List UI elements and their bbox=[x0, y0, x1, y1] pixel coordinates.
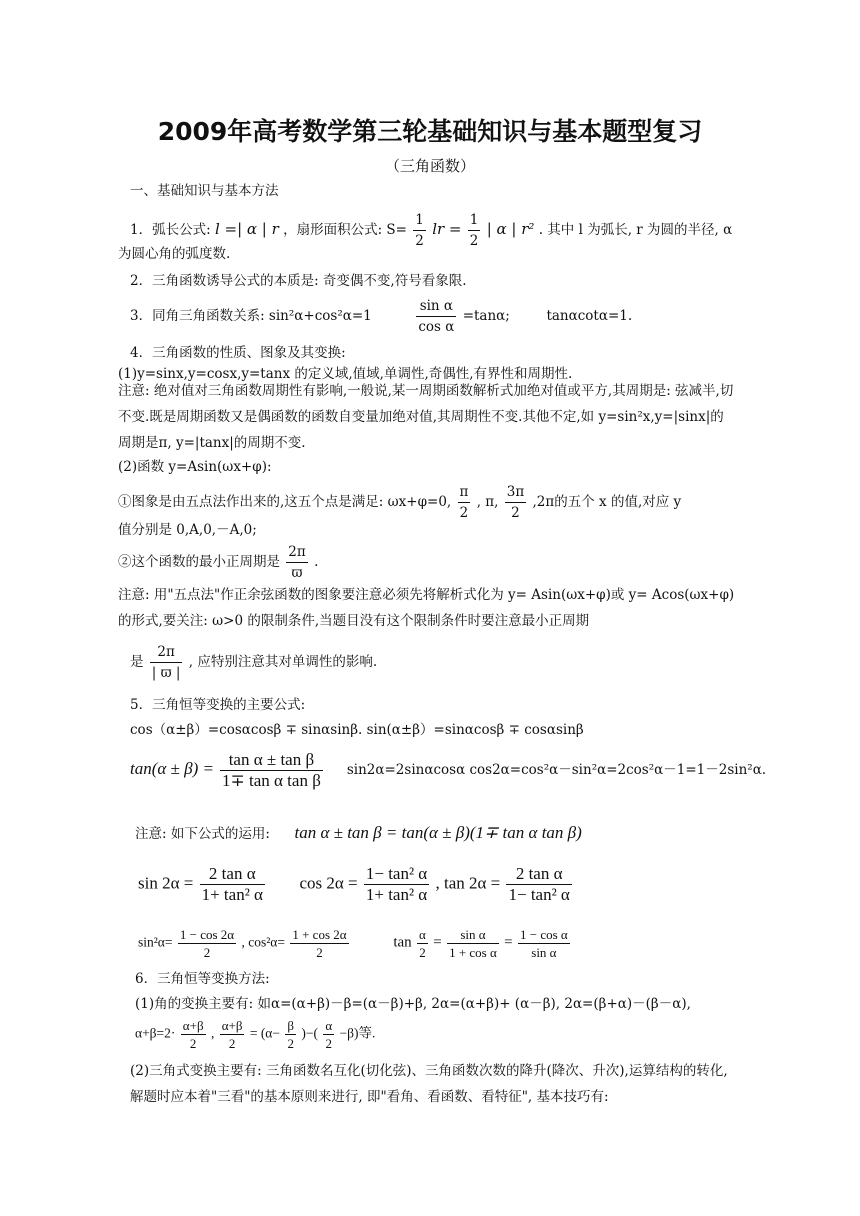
sin2a-fraction: $\frac{\text{2 tan α}}{\text{1+ tan² α}}$ bbox=[201, 864, 263, 904]
tan-sum-line bbox=[130, 750, 766, 791]
angle-transform-a: α+β=2· bbox=[135, 1025, 176, 1041]
frac-half-sum-2: $\frac{\alpha+\beta}{2}$ bbox=[221, 1018, 243, 1051]
item-4-2: (2)函数 y=Asin(ωx+φ): bbox=[118, 459, 272, 475]
pi-over-two: $\frac{\pi}{2}$ bbox=[459, 484, 469, 521]
item-6: 6．三角恒等变换方法: bbox=[135, 971, 270, 987]
tan-half-lhs: tan bbox=[393, 934, 412, 951]
angle-transform-c: )−( bbox=[301, 1025, 318, 1041]
separator: , bbox=[241, 934, 245, 950]
item-6-2: (2)三角式变换主要有: 三角函数名互化(切化弦)、三角函数次数的降升(降次、升次),运算结构的转化,解题时应本着"三看"的基本原则来进行, 即"看角、看函数、看特征", 基本技巧有: bbox=[130, 1063, 728, 1105]
item-1-line-2: 为圆心角的弧度数. bbox=[118, 246, 231, 262]
item-4: 4．三角函数的性质、图象及其变换: bbox=[130, 345, 346, 361]
five-point-post: ,2π的五个 x 的值,对应 y bbox=[532, 494, 682, 510]
item-1-prefix: 1．弧长公式: bbox=[130, 222, 215, 238]
double-angle-formulas: sin2α=2sinαcosα cos2α=cos²α－sin²α=2cos²α－1=1－2sin²α. bbox=[346, 762, 767, 779]
note-3-line bbox=[135, 822, 582, 845]
equals-2: = bbox=[504, 934, 513, 951]
tan2a-lhs: tan 2α = bbox=[443, 873, 501, 893]
sin-squared-lhs: sin²α= bbox=[138, 934, 173, 950]
equals-1: = bbox=[433, 934, 442, 951]
sin-over-cos: $\frac{\text{sin α}}{\text{cos α}}$ bbox=[418, 298, 455, 335]
arc-length-formula: l =| α | r bbox=[214, 220, 279, 238]
frac-alpha-half: $\frac{\alpha}{2}$ bbox=[325, 1018, 333, 1051]
item-1-post: . 其中 l 为弧长, r 为圆的半径, α bbox=[538, 222, 733, 238]
half-fraction-1: $\frac{1}{2}$ bbox=[415, 212, 424, 249]
lr-term: lr = bbox=[432, 220, 462, 238]
period-prefix: ②这个函数的最小正周期是 bbox=[118, 554, 280, 570]
five-point-prefix: ①图象是由五点法作出来的,这五个点是满足: ωx+φ=0, bbox=[118, 494, 452, 510]
frac-beta-half: $\frac{\beta}{2}$ bbox=[287, 1018, 294, 1051]
section-heading: 一、基础知识与基本方法 bbox=[130, 183, 279, 199]
separator: , bbox=[210, 1025, 215, 1041]
cos2a-lhs: cos 2α = bbox=[299, 873, 358, 893]
period-line bbox=[118, 542, 318, 583]
page-title: 2009年高考数学第三轮基础知识与基本题型复习 bbox=[157, 117, 703, 146]
note-3-prefix: 注意: 如下公式的运用: bbox=[135, 826, 270, 842]
note-2-prefix: 是 bbox=[130, 654, 144, 670]
tan-sum-rearranged: tan α ± tan β = tan(α ± β)(1∓ tan α tan β) bbox=[294, 823, 582, 842]
period-abs-fraction: $\frac{2\pi}{| ϖ |}$ bbox=[151, 644, 181, 681]
three-pi-over-two: $\frac{3\pi}{2}$ bbox=[506, 484, 525, 521]
separator: , bbox=[435, 873, 440, 893]
item-5: 5．三角恒等变换的主要公式: bbox=[130, 697, 306, 713]
period-fraction: $\frac{2\pi}{ϖ}$ bbox=[288, 544, 306, 581]
cos-squared-fraction: $\frac{1 + \cos 2\alpha}{2}$ bbox=[292, 927, 347, 960]
item-2: 2．三角函数诱导公式的本质是: 奇变偶不变,符号看象限. bbox=[130, 273, 467, 289]
tan-sum-fraction: $\frac{\text{tan α ± tan β}}{\text{1∓ tan α tan β}}$ bbox=[222, 750, 321, 790]
angle-transform-d: −β)等. bbox=[339, 1025, 376, 1041]
sector-area-term: | α | r² bbox=[486, 220, 535, 238]
tan-cot-identity: tanαcotα=1. bbox=[546, 308, 633, 324]
note-2-period-line bbox=[130, 642, 377, 683]
item-3-line bbox=[130, 296, 632, 337]
sin-squared-fraction: $\frac{1 - \cos 2\alpha}{2}$ bbox=[179, 927, 235, 960]
five-point-values: 值分别是 0,A,0,－A,0; bbox=[118, 522, 257, 538]
pi-value: , π, bbox=[476, 494, 499, 510]
note-2: 注意: 用"五点法"作正余弦函数的图象要注意必须先将解析式化为 y= Asin(ωx+φ)或 y= Acos(ωx+φ)的形式,要关注: ω>0 的限制条件,当题目没有这个限制条件时要注意最小正周期 bbox=[118, 587, 735, 629]
tan-sum-lhs: tan(α ± β) = bbox=[130, 759, 214, 779]
period-post: . bbox=[314, 554, 319, 570]
tan-half-fraction-1: $\frac{\text{sin α}}{\text{1 + cos α}}$ bbox=[449, 927, 497, 960]
half-fraction-2: $\frac{1}{2}$ bbox=[469, 212, 479, 249]
tan-equals: =tanα; bbox=[462, 308, 510, 324]
angle-transform-line bbox=[135, 1017, 375, 1052]
double-angle-tan-forms bbox=[138, 864, 574, 905]
sum-formulas: cos（α±β）=cosαcosβ ∓ sinαsinβ. sin(α±β）=sinαcosβ ∓ cosαsinβ bbox=[130, 722, 584, 738]
tan-half-fraction-2: $\frac{\text{1 − cos α}}{\text{sin α}}$ bbox=[520, 927, 568, 960]
alpha-over-two: $\frac{\alpha}{2}$ bbox=[419, 927, 426, 960]
item-6-1: (1)角的变换主要有: 如α=(α+β)－β=(α－β)+β, 2α=(α+β)+ (α－β), 2α=(β+α)－(β－α), bbox=[135, 996, 691, 1012]
five-point-line bbox=[118, 482, 681, 523]
item-4-1: (1)y=sinx,y=cosx,y=tanx 的定义域,值域,单调性,奇偶性,有界性和周期性. bbox=[118, 366, 573, 382]
note-2-post: , 应特别注意其对单调性的影响. bbox=[188, 654, 378, 670]
page-subtitle: （三角函数） bbox=[384, 157, 475, 175]
angle-transform-b: = (α− bbox=[249, 1025, 280, 1041]
cos-squared-lhs: cos²α= bbox=[248, 934, 285, 950]
tan2a-fraction: $\frac{\text{2 tan α}}{\text{1− tan² α}}$ bbox=[508, 864, 570, 904]
note-1: 注意: 绝对值对三角函数周期性有影响,一般说,某一周期函数解析式加绝对值或平方,其周期是: 弦减半,切不变.既是周期函数又是偶函数的函数自变量加绝对值,其周期性不变.其他不定,如 y=sin²x,y=|sinx|的周期是π, y=|tanx|的周期不变. bbox=[118, 383, 734, 451]
cos2a-fraction: $\frac{\text{1− tan² α}}{\text{1+ tan² α}}$ bbox=[365, 864, 428, 904]
item-3-prefix: 3．同角三角函数关系: sin²α+cos²α=1 bbox=[130, 308, 372, 324]
half-angle-forms bbox=[138, 926, 572, 961]
item-1-mid: ，扇形面积公式: S= bbox=[283, 222, 407, 238]
sin2a-lhs: sin 2α = bbox=[138, 873, 194, 893]
frac-half-sum-1: $\frac{\alpha+\beta}{2}$ bbox=[182, 1018, 204, 1051]
